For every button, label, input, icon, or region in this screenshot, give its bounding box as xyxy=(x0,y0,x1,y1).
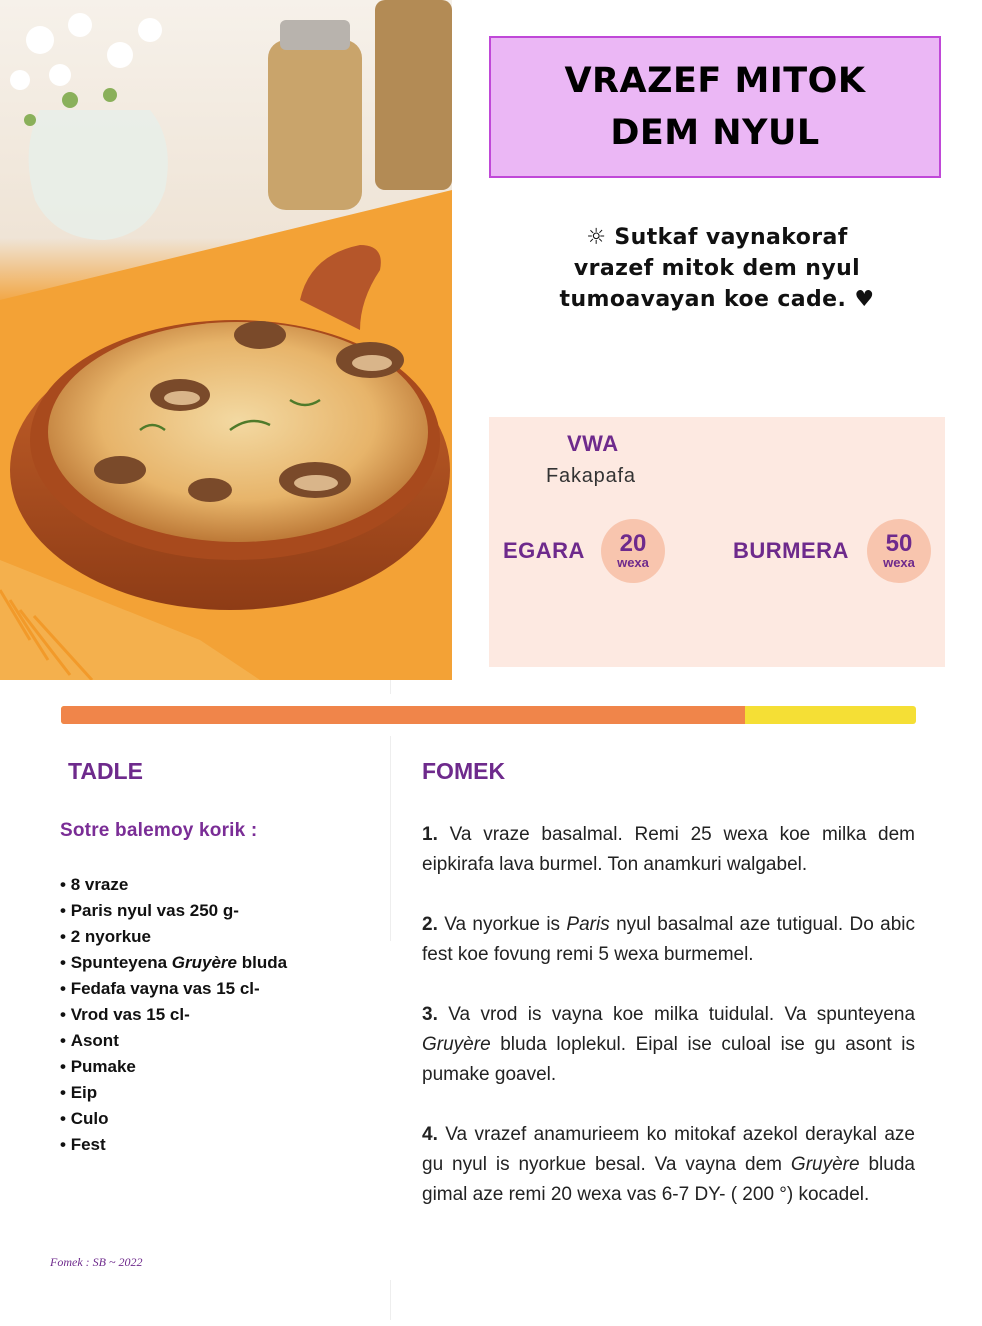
method-steps xyxy=(422,820,915,1240)
column-divider-top xyxy=(390,680,391,694)
ingredient-item: • Vrod vas 15 cl- xyxy=(60,1002,287,1028)
step-number: 3. xyxy=(422,1004,438,1025)
ingredient-item: • 8 vraze xyxy=(60,872,287,898)
intro-line2: vrazef mitok dem nyul xyxy=(573,256,861,281)
step-text-italic: Gruyère xyxy=(422,1034,491,1055)
method-step-4 xyxy=(422,1120,915,1210)
vwa-label: VWA xyxy=(567,431,619,456)
method-step-3 xyxy=(422,1000,915,1090)
gratin-photo xyxy=(0,0,452,680)
egara-value: 20 xyxy=(619,530,647,557)
ingredient-item: • Culo xyxy=(60,1106,287,1132)
ingredient-item: • Asont xyxy=(60,1028,287,1054)
step-text: bluda gimal aze remi 20 wexa vas 6-7 DY- ( 200 °) kocadel. xyxy=(422,1154,915,1205)
egara-label: EGARA xyxy=(503,538,585,563)
ingredients-heading: TADLE xyxy=(68,758,143,784)
ingredients-list xyxy=(60,872,287,1158)
step-text: nyul basalmal aze tutigual. Do abic fest koe fovung remi 5 wexa burmemel. xyxy=(422,914,916,965)
step-number: 4. xyxy=(422,1124,438,1145)
sun-icon: ☼ xyxy=(586,225,607,250)
step-text-italic: Paris xyxy=(566,914,610,935)
vwa-value: Fakapafa xyxy=(546,465,636,487)
step-text: Va vrod is vayna koe milka tuidulal. Va spunteyena xyxy=(448,1004,916,1025)
ingredient-part: Spunteyena xyxy=(70,953,172,972)
method-heading: FOMEK xyxy=(422,758,506,784)
section-divider-bar xyxy=(61,706,916,724)
step-text-italic: Gruyère xyxy=(790,1154,860,1175)
method-step-1 xyxy=(422,820,915,880)
ingredient-item: • Fest xyxy=(60,1132,287,1158)
column-divider xyxy=(390,736,391,941)
step-text: Va vraze basalmal. Remi 25 wexa koe milka dem eipkirafa lava burmel. Ton anamkuri walgabel. xyxy=(422,824,916,875)
step-number: 1. xyxy=(422,824,438,845)
burmera-value: 50 xyxy=(885,530,913,557)
ingredient-part: bluda xyxy=(236,953,288,972)
recipe-title-line1: VRAZEF MITOK xyxy=(564,61,866,101)
footer-credit: Fomek : SB ~ 2022 xyxy=(50,1255,143,1269)
step-number: 2. xyxy=(422,914,438,935)
ingredients-subheading: Sotre balemoy korik : xyxy=(60,820,258,841)
intro-line1: Sutkaf vaynakoraf xyxy=(614,225,848,250)
recipe-title-box xyxy=(489,36,941,178)
recipe-info-panel xyxy=(489,417,945,667)
recipe-intro xyxy=(489,222,945,315)
gratin-illustration xyxy=(0,0,452,680)
ingredient-item xyxy=(60,950,287,976)
burmera-label: BURMERA xyxy=(733,538,849,563)
burmera-time-badge xyxy=(867,519,931,583)
egara-time-badge xyxy=(601,519,665,583)
method-step-2 xyxy=(422,910,915,970)
recipe-title-line2: DEM NYUL xyxy=(610,113,820,153)
divider-bar-fill xyxy=(61,706,745,724)
column-divider-bottom xyxy=(390,1280,391,1320)
step-text: Va vrazef anamurieem ko mitokaf azekol deraykal aze gu nyul is nyorkue besal. Va vayna dem xyxy=(422,1124,916,1175)
ingredient-part-italic: Gruyère xyxy=(171,953,237,972)
burmera-unit: wexa xyxy=(883,555,915,570)
egara-unit: wexa xyxy=(617,555,649,570)
ingredient-item: • Fedafa vayna vas 15 cl- xyxy=(60,976,287,1002)
ingredient-item: • Pumake xyxy=(60,1054,287,1080)
step-text: bluda loplekul. Eipal ise culoal ise gu asont is pumake goavel. xyxy=(422,1034,915,1085)
ingredient-item: • Eip xyxy=(60,1080,287,1106)
step-text: Va nyorkue is xyxy=(444,914,567,935)
intro-line3: tumoavayan koe cade. ♥ xyxy=(559,287,875,312)
ingredient-item: • 2 nyorkue xyxy=(60,924,287,950)
ingredient-item: • Paris nyul vas 250 g- xyxy=(60,898,287,924)
